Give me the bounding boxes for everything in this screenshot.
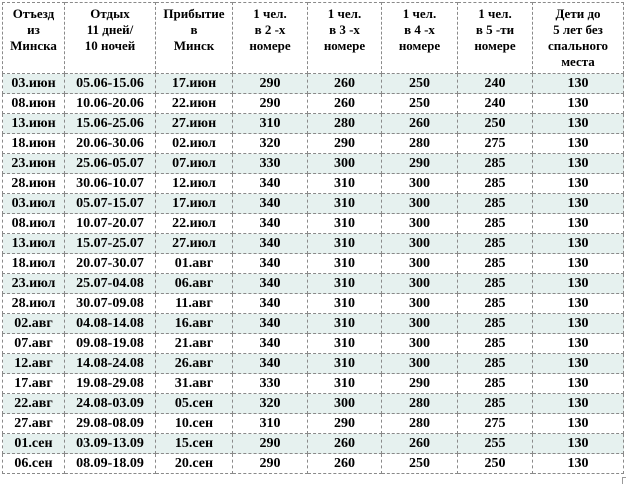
cell-stay: 30.06-10.07 [65, 174, 156, 194]
cell-children: 130 [533, 374, 624, 394]
cell-stay: 24.08-03.09 [65, 394, 156, 414]
cell-arrival: 06.авг [156, 274, 233, 294]
cell-arrival: 20.сен [156, 454, 233, 474]
header-departure: Отъезд из Минска [3, 3, 65, 74]
cell-arrival: 11.авг [156, 294, 233, 314]
cell-departure: 28.июн [3, 174, 65, 194]
cell-departure: 18.июл [3, 254, 65, 274]
cell-arrival: 05.сен [156, 394, 233, 414]
cell-departure: 23.июл [3, 274, 65, 294]
table-row [3, 294, 624, 314]
cell-children: 130 [533, 194, 624, 214]
cell-price-4: 250 [382, 94, 458, 114]
cell-price-4: 300 [382, 294, 458, 314]
cell-price-5: 285 [458, 314, 533, 334]
cell-arrival: 16.авг [156, 314, 233, 334]
cell-price-2: 310 [233, 114, 308, 134]
header-arrival: Прибытие в Минск [156, 3, 233, 74]
cell-departure: 07.авг [3, 334, 65, 354]
cell-stay: 15.07-25.07 [65, 234, 156, 254]
cell-price-2: 310 [233, 414, 308, 434]
cell-departure: 03.июн [3, 74, 65, 94]
cell-price-4: 290 [382, 154, 458, 174]
cell-arrival: 15.сен [156, 434, 233, 454]
cell-price-3: 310 [308, 374, 382, 394]
cell-departure: 13.июл [3, 234, 65, 254]
cell-price-2: 320 [233, 134, 308, 154]
cell-stay: 25.06-05.07 [65, 154, 156, 174]
cell-price-4: 300 [382, 334, 458, 354]
cell-stay: 09.08-19.08 [65, 334, 156, 354]
table-row [3, 454, 624, 474]
cell-stay: 15.06-25.06 [65, 114, 156, 134]
cell-arrival: 10.сен [156, 414, 233, 434]
table-row [3, 374, 624, 394]
cell-children: 130 [533, 254, 624, 274]
table-row [3, 174, 624, 194]
cell-price-5: 285 [458, 374, 533, 394]
cell-departure: 13.июн [3, 114, 65, 134]
cell-price-5: 285 [458, 194, 533, 214]
table-row [3, 334, 624, 354]
cell-stay: 19.08-29.08 [65, 374, 156, 394]
cell-price-4: 280 [382, 394, 458, 414]
cell-price-4: 250 [382, 74, 458, 94]
cell-departure: 23.июн [3, 154, 65, 174]
header-price-3: 1 чел. в 3 -х номере [308, 3, 382, 74]
cell-children: 130 [533, 94, 624, 114]
cell-arrival: 22.июн [156, 94, 233, 114]
cell-price-3: 300 [308, 394, 382, 414]
cell-price-5: 285 [458, 354, 533, 374]
cell-stay: 05.07-15.07 [65, 194, 156, 214]
table-row [3, 274, 624, 294]
cell-arrival: 17.июл [156, 194, 233, 214]
cell-price-2: 340 [233, 334, 308, 354]
cell-children: 130 [533, 154, 624, 174]
cell-arrival: 26.авг [156, 354, 233, 374]
cell-children: 130 [533, 434, 624, 454]
table-row [3, 414, 624, 434]
cell-stay: 10.06-20.06 [65, 94, 156, 114]
cell-children: 130 [533, 454, 624, 474]
cell-price-3: 290 [308, 134, 382, 154]
cell-children: 130 [533, 114, 624, 134]
cell-price-2: 290 [233, 454, 308, 474]
cell-price-3: 290 [308, 414, 382, 434]
table-row [3, 214, 624, 234]
cell-departure: 06.сен [3, 454, 65, 474]
cell-price-2: 340 [233, 234, 308, 254]
cell-price-5: 250 [458, 114, 533, 134]
cell-children: 130 [533, 234, 624, 254]
cell-departure: 08.июл [3, 214, 65, 234]
cell-stay: 20.06-30.06 [65, 134, 156, 154]
cell-price-2: 330 [233, 154, 308, 174]
cell-arrival: 02.июл [156, 134, 233, 154]
cell-arrival: 22.июл [156, 214, 233, 234]
cell-departure: 02.авг [3, 314, 65, 334]
cell-price-2: 290 [233, 434, 308, 454]
table-row [3, 234, 624, 254]
cell-price-5: 285 [458, 174, 533, 194]
table-row [3, 154, 624, 174]
cell-price-5: 285 [458, 234, 533, 254]
cell-price-3: 260 [308, 94, 382, 114]
cell-stay: 05.06-15.06 [65, 74, 156, 94]
cell-children: 130 [533, 294, 624, 314]
cell-arrival: 01.авг [156, 254, 233, 274]
table-row [3, 114, 624, 134]
cell-arrival: 21.авг [156, 334, 233, 354]
table-row [3, 314, 624, 334]
cell-price-3: 260 [308, 434, 382, 454]
cell-departure: 18.июн [3, 134, 65, 154]
cell-price-4: 300 [382, 354, 458, 374]
cell-children: 130 [533, 354, 624, 374]
cell-price-5: 285 [458, 154, 533, 174]
cell-children: 130 [533, 314, 624, 334]
cell-price-2: 340 [233, 254, 308, 274]
cell-price-5: 250 [458, 454, 533, 474]
cell-departure: 01.сен [3, 434, 65, 454]
cell-price-4: 290 [382, 374, 458, 394]
cell-price-4: 300 [382, 194, 458, 214]
cell-price-5: 285 [458, 214, 533, 234]
cell-price-4: 260 [382, 434, 458, 454]
cell-price-3: 310 [308, 274, 382, 294]
cell-price-2: 340 [233, 214, 308, 234]
cell-price-2: 330 [233, 374, 308, 394]
header-price-2: 1 чел. в 2 -х номере [233, 3, 308, 74]
cell-price-4: 300 [382, 314, 458, 334]
table-row [3, 94, 624, 114]
cell-arrival: 27.июл [156, 234, 233, 254]
cell-price-2: 320 [233, 394, 308, 414]
header-price-4: 1 чел. в 4 -х номере [382, 3, 458, 74]
cell-price-3: 310 [308, 314, 382, 334]
cell-departure: 08.июн [3, 94, 65, 114]
table-row [3, 434, 624, 454]
cell-children: 130 [533, 174, 624, 194]
cell-stay: 20.07-30.07 [65, 254, 156, 274]
table-row [3, 74, 624, 94]
cell-price-3: 310 [308, 294, 382, 314]
cell-price-3: 300 [308, 154, 382, 174]
cell-price-5: 240 [458, 74, 533, 94]
cell-price-5: 285 [458, 394, 533, 414]
cell-price-3: 280 [308, 114, 382, 134]
header-price-5: 1 чел. в 5 -ти номере [458, 3, 533, 74]
cell-price-4: 300 [382, 214, 458, 234]
cell-price-2: 340 [233, 174, 308, 194]
cell-price-3: 310 [308, 194, 382, 214]
cell-stay: 03.09-13.09 [65, 434, 156, 454]
cell-price-4: 300 [382, 274, 458, 294]
cell-arrival: 07.июл [156, 154, 233, 174]
cell-children: 130 [533, 334, 624, 354]
cell-departure: 12.авг [3, 354, 65, 374]
cell-stay: 30.07-09.08 [65, 294, 156, 314]
cell-price-5: 275 [458, 134, 533, 154]
cell-children: 130 [533, 394, 624, 414]
table-row [3, 254, 624, 274]
header-row [3, 3, 624, 74]
cell-departure: 03.июл [3, 194, 65, 214]
cell-price-3: 260 [308, 74, 382, 94]
cell-price-4: 300 [382, 234, 458, 254]
cell-children: 130 [533, 74, 624, 94]
cell-price-2: 340 [233, 354, 308, 374]
cell-children: 130 [533, 214, 624, 234]
cell-arrival: 27.июн [156, 114, 233, 134]
table-row [3, 354, 624, 374]
cell-price-4: 300 [382, 254, 458, 274]
cell-price-5: 285 [458, 254, 533, 274]
table-row [3, 134, 624, 154]
cell-price-5: 255 [458, 434, 533, 454]
cell-price-5: 285 [458, 334, 533, 354]
cell-stay: 25.07-04.08 [65, 274, 156, 294]
cell-departure: 22.авг [3, 394, 65, 414]
cell-price-4: 250 [382, 454, 458, 474]
cell-price-5: 240 [458, 94, 533, 114]
cell-departure: 17.авг [3, 374, 65, 394]
cell-price-2: 340 [233, 314, 308, 334]
cell-price-4: 280 [382, 134, 458, 154]
cell-price-3: 310 [308, 254, 382, 274]
cell-children: 130 [533, 414, 624, 434]
cell-stay: 04.08-14.08 [65, 314, 156, 334]
cell-price-4: 280 [382, 414, 458, 434]
cell-price-5: 275 [458, 414, 533, 434]
cell-price-2: 340 [233, 194, 308, 214]
cell-price-2: 340 [233, 294, 308, 314]
cell-price-3: 310 [308, 334, 382, 354]
cell-price-2: 340 [233, 274, 308, 294]
cell-children: 130 [533, 274, 624, 294]
table-row [3, 394, 624, 414]
table-row [3, 194, 624, 214]
cell-price-3: 310 [308, 354, 382, 374]
cell-arrival: 12.июл [156, 174, 233, 194]
cell-price-2: 290 [233, 94, 308, 114]
header-children: Дети до 5 лет без спального места [533, 3, 624, 74]
cell-arrival: 31.авг [156, 374, 233, 394]
cell-price-2: 290 [233, 74, 308, 94]
tour-price-table [2, 2, 624, 474]
cell-price-4: 260 [382, 114, 458, 134]
cell-price-3: 310 [308, 174, 382, 194]
header-stay: Отдых 11 дней/ 10 ночей [65, 3, 156, 74]
cell-price-3: 310 [308, 234, 382, 254]
cell-price-3: 310 [308, 214, 382, 234]
cell-stay: 29.08-08.09 [65, 414, 156, 434]
cell-departure: 28.июл [3, 294, 65, 314]
cell-price-5: 285 [458, 294, 533, 314]
cell-price-5: 285 [458, 274, 533, 294]
cell-arrival: 17.июн [156, 74, 233, 94]
cell-stay: 10.07-20.07 [65, 214, 156, 234]
cell-price-4: 300 [382, 174, 458, 194]
cell-stay: 14.08-24.08 [65, 354, 156, 374]
cell-stay: 08.09-18.09 [65, 454, 156, 474]
cell-price-3: 260 [308, 454, 382, 474]
cell-children: 130 [533, 134, 624, 154]
cell-departure: 27.авг [3, 414, 65, 434]
